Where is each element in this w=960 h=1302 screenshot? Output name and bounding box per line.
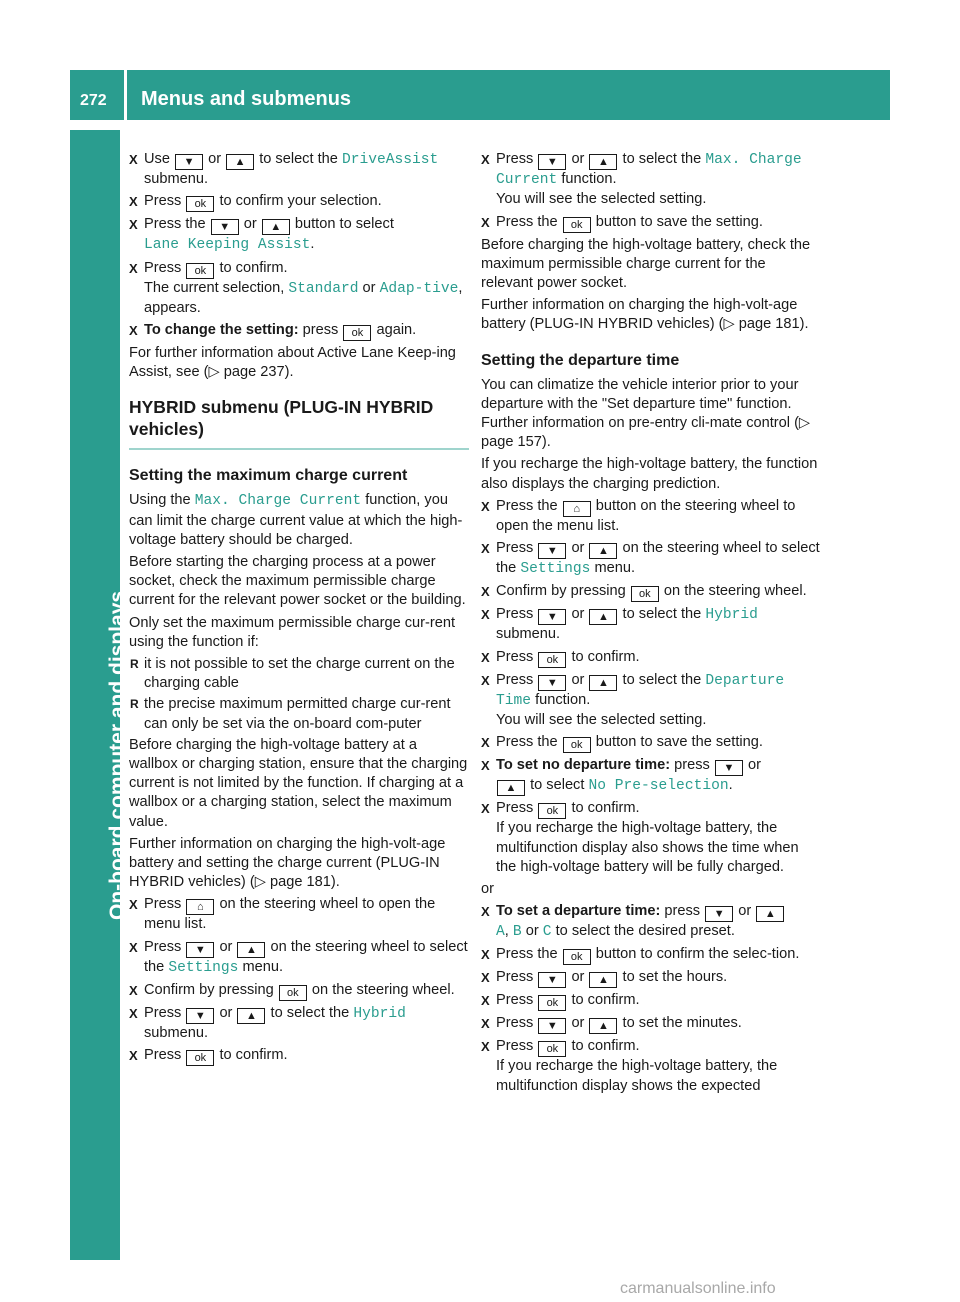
ok-key-icon: ok	[538, 1041, 566, 1057]
arrow-marker-icon: X	[481, 214, 490, 230]
paragraph: Before charging the high-voltage battery at a wallbox or charging station, ensure that the charging current is not limited by the function. If charging at a wallbox or a charging station, select the maximum value.	[129, 736, 468, 830]
arrow-marker-icon: X	[481, 801, 490, 817]
menu-code: Hybrid	[353, 1005, 406, 1022]
menu-code: Max. Charge Current	[194, 493, 362, 510]
up-key-icon: ▲	[589, 609, 617, 625]
arrow-marker-icon: X	[129, 323, 138, 339]
bullet-r-icon: R	[130, 657, 139, 672]
list-item: X Press ▼ or ▲ on the steering wheel to select the Settings menu.	[129, 938, 468, 976]
arrow-marker-icon: X	[129, 194, 138, 210]
home-key-icon: ⌂	[563, 501, 591, 517]
list-item: X Press ok to confirm.	[481, 648, 640, 666]
ok-key-icon: ok	[563, 217, 591, 233]
ok-key-icon: ok	[631, 586, 659, 602]
ok-key-icon: ok	[186, 1050, 214, 1066]
paragraph: or	[481, 881, 494, 898]
list-item: R the precise maximum permitted charge cur‐rent can only be set via the on-board com‐puter	[130, 696, 451, 732]
menu-code: Settings	[168, 959, 239, 976]
page-number: 272	[80, 92, 107, 109]
ok-key-icon: ok	[538, 803, 566, 819]
up-key-icon: ▲	[226, 154, 254, 170]
paragraph: Using the Max. Charge Current function, you can limit the charge current value at which the high-voltage battery should be charged.	[129, 492, 463, 548]
preset-code: B	[512, 924, 522, 941]
arrow-marker-icon: X	[129, 982, 138, 998]
ok-key-icon: ok	[538, 652, 566, 668]
arrow-marker-icon: X	[129, 260, 138, 276]
down-key-icon: ▼	[175, 154, 203, 170]
paragraph: Only set the maximum permissible charge cur‐rent using the function if:	[129, 614, 456, 650]
list-item: X Confirm by pressing ok on the steering wheel.	[481, 583, 807, 601]
preset-code: C	[542, 924, 552, 941]
down-key-icon: ▼	[538, 543, 566, 559]
right-column	[481, 150, 821, 1099]
ok-key-icon: ok	[279, 985, 307, 1001]
up-key-icon: ▲	[589, 1018, 617, 1034]
down-key-icon: ▼	[186, 942, 214, 958]
up-key-icon: ▲	[589, 675, 617, 691]
arrow-marker-icon: X	[481, 993, 490, 1009]
list-item: X Press ▼ or ▲ to set the hours.	[481, 969, 728, 987]
arrow-marker-icon: X	[129, 152, 138, 167]
arrow-marker-icon: X	[129, 1005, 138, 1021]
paragraph: Before starting the charging process at a power socket, check the maximum permissible charge current for the relevant power socket or the building.	[129, 554, 466, 609]
down-key-icon: ▼	[715, 760, 743, 776]
header-separator	[124, 70, 127, 120]
list-item: X Press ▼ or ▲ to select the Max. Charge Current function. You will see the selected setting.	[481, 151, 802, 208]
side-tab-label: On-board computer and displays	[106, 590, 129, 920]
list-item: X Press the ⌂ button on the steering wheel to open the menu list.	[481, 497, 796, 534]
list-item: X Press ok to confirm.	[129, 1047, 288, 1065]
ok-key-icon: ok	[186, 263, 214, 279]
arrow-marker-icon: X	[481, 904, 490, 920]
down-key-icon: ▼	[538, 609, 566, 625]
preset-code: A	[496, 924, 505, 941]
menu-code: Hybrid	[705, 607, 758, 624]
ok-key-icon: ok	[563, 949, 591, 965]
section-heading: HYBRID submenu (PLUG-IN HYBRID vehicles)	[129, 396, 469, 450]
menu-code: Standard	[288, 280, 359, 297]
list-item: X Press ok to confirm your selection.	[129, 193, 382, 211]
arrow-marker-icon: X	[129, 1048, 138, 1064]
menu-code: Lane Keeping Assist	[144, 237, 311, 254]
down-key-icon: ▼	[538, 1018, 566, 1034]
arrow-marker-icon: X	[481, 152, 490, 167]
arrow-marker-icon: X	[481, 541, 490, 557]
arrow-marker-icon: X	[481, 498, 490, 514]
paragraph: Before charging the high-voltage battery, check the maximum permissible charge current for the relevant power socket.	[481, 236, 811, 292]
list-item: X Press ok to confirm.	[481, 992, 640, 1010]
up-key-icon: ▲	[262, 219, 290, 235]
arrow-marker-icon: X	[481, 758, 490, 774]
list-item: X Press ▼ or ▲ to select the Hybrid submenu.	[129, 1004, 406, 1042]
up-key-icon: ▲	[589, 543, 617, 559]
list-item: X To change the setting: press ok again.	[129, 322, 417, 340]
list-item: X Press ⌂ on the steering wheel to open the menu list.	[129, 896, 436, 933]
arrow-marker-icon: X	[481, 607, 490, 623]
arrow-marker-icon: X	[481, 970, 490, 986]
down-key-icon: ▼	[211, 219, 239, 235]
ok-key-icon: ok	[186, 196, 214, 212]
page-title: Menus and submenus	[141, 88, 352, 110]
list-item: X To set a departure time: press ▼ or ▲ A, B or C to select the desired preset.	[481, 902, 821, 942]
arrow-marker-icon: X	[129, 897, 138, 913]
up-key-icon: ▲	[589, 972, 617, 988]
paragraph: Further information on charging the high-volt‐age battery and setting the charge current (PLUG-IN HYBRID vehicles) (▷ page 181).	[129, 835, 446, 891]
menu-code: Max. Charge Current	[496, 152, 802, 189]
home-key-icon: ⌂	[186, 899, 214, 915]
paragraph: Further information on charging the high-volt‐age battery (PLUG-IN HYBRID vehicles) (▷ page 181).	[481, 297, 809, 333]
up-key-icon: ▲	[756, 906, 784, 922]
menu-code: No Pre-selection	[588, 778, 729, 795]
arrow-marker-icon: X	[481, 947, 490, 963]
list-item: X Use ▼ or ▲ to select the DriveAssist submenu.	[129, 151, 439, 188]
up-key-icon: ▲	[237, 942, 265, 958]
subsection-heading: Setting the maximum charge current	[129, 467, 408, 485]
subsection-heading: Setting the departure time	[481, 351, 680, 369]
paragraph: If you recharge the high-voltage battery, the function also displays the charging prediction.	[481, 456, 818, 492]
paragraph: For further information about Active Lane Keep‐ing Assist, see (▷ page 237).	[129, 345, 456, 381]
list-item: X Press the ▼ or ▲ button to select Lane Keeping Assist.	[129, 216, 394, 254]
down-key-icon: ▼	[705, 906, 733, 922]
arrow-marker-icon: X	[481, 1016, 490, 1032]
bullet-r-icon: R	[130, 697, 139, 712]
list-item: X Press ▼ or ▲ to set the minutes.	[481, 1015, 742, 1033]
arrow-marker-icon: X	[481, 584, 490, 600]
down-key-icon: ▼	[538, 972, 566, 988]
up-key-icon: ▲	[237, 1008, 265, 1024]
up-key-icon: ▲	[589, 154, 617, 170]
list-item: X Confirm by pressing ok on the steering wheel.	[129, 981, 455, 999]
list-item: X Press the ok button to confirm the selec‐tion.	[481, 946, 800, 964]
arrow-marker-icon: X	[481, 672, 490, 688]
list-item: X Press ▼ or ▲ to select the Hybrid submenu.	[481, 606, 758, 643]
menu-code: Departure Time	[496, 672, 785, 709]
down-key-icon: ▼	[538, 675, 566, 691]
down-key-icon: ▼	[186, 1008, 214, 1024]
paragraph: You can climatize the vehicle interior prior to your departure with the "Set departure time" function. Further information on pre-entry cli‐mate control (▷ page 157).	[481, 376, 811, 451]
arrow-marker-icon: X	[481, 649, 490, 665]
left-column	[129, 150, 469, 1069]
list-item: X To set no departure time: press ▼ or ▲ to select No Pre-selection.	[481, 757, 761, 795]
list-item: X Press the ok button to save the setting.	[481, 213, 763, 231]
ok-key-icon: ok	[563, 737, 591, 753]
list-item: X Press ok to confirm. The current selection, Standard or Adap‐tive, appears.	[129, 259, 463, 316]
arrow-marker-icon: X	[129, 217, 138, 233]
down-key-icon: ▼	[538, 154, 566, 170]
arrow-marker-icon: X	[481, 1039, 490, 1055]
menu-code: DriveAssist	[341, 152, 439, 168]
list-item: X Press ▼ or ▲ on the steering wheel to select the Settings menu.	[481, 540, 820, 578]
ok-key-icon: ok	[343, 325, 371, 341]
menu-code: Settings	[520, 561, 591, 578]
up-key-icon: ▲	[497, 780, 525, 796]
list-item: R it is not possible to set the charge current on the charging cable	[130, 656, 455, 692]
arrow-marker-icon: X	[481, 735, 490, 751]
list-item: X Press ▼ or ▲ to select the Departure Time function. You will see the selected setting.	[481, 671, 785, 729]
arrow-marker-icon: X	[129, 939, 138, 955]
list-item: X Press the ok button to save the setting.	[481, 734, 763, 752]
watermark: carmanualsonline.info	[620, 1280, 776, 1297]
ok-key-icon: ok	[538, 995, 566, 1011]
list-item: X Press ok to confirm. If you recharge the high-voltage battery, the multifunction display also shows the time when the high-voltage battery will be fully charged.	[481, 800, 799, 875]
menu-code: Adap‐tive	[379, 280, 459, 297]
list-item: X Press ok to confirm. If you recharge the high-voltage battery, the multifunction display shows the expected	[481, 1038, 778, 1094]
